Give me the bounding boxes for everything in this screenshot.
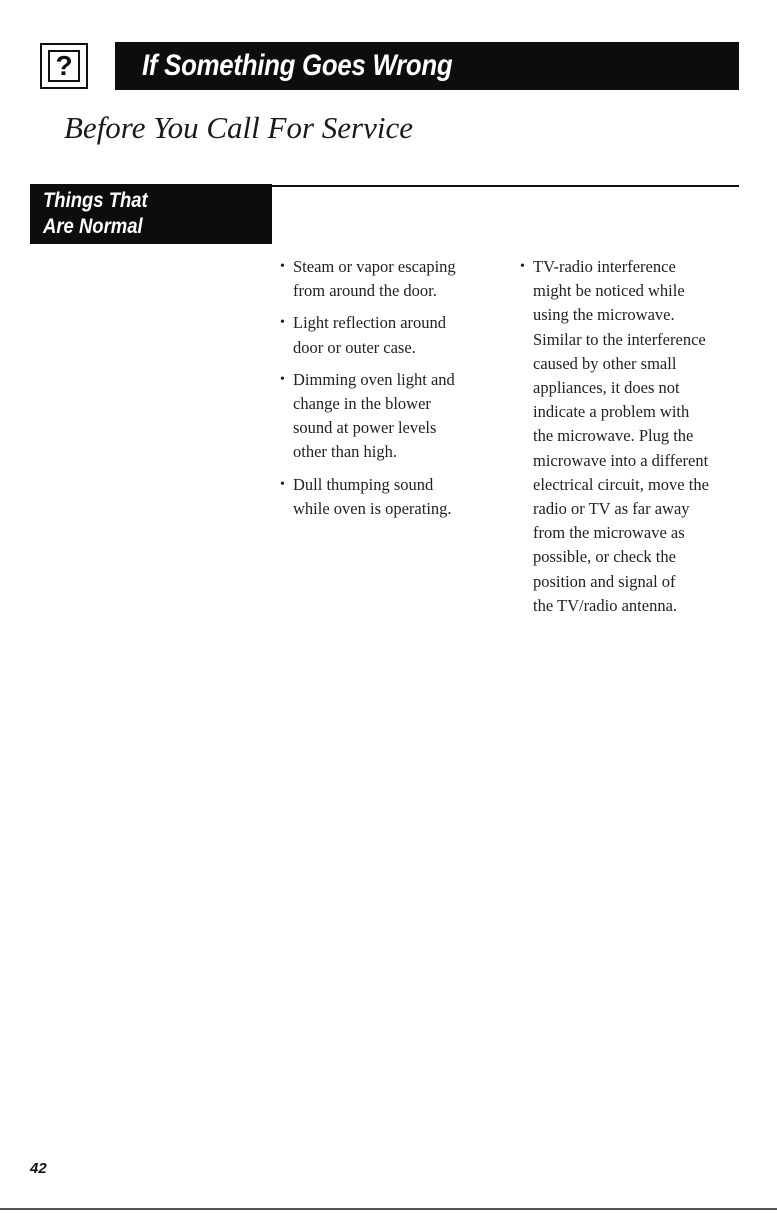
list-item-text: door or outer case. bbox=[293, 337, 416, 357]
list-item-text: other than high. bbox=[293, 442, 398, 462]
bottom-divider bbox=[0, 1208, 777, 1210]
bullet-icon: • bbox=[520, 259, 525, 274]
list-item-text: appliances, it does not bbox=[533, 378, 680, 398]
list-item-text: Dull thumping sound bbox=[293, 474, 434, 494]
list-item-text: indicate a problem with bbox=[533, 402, 690, 422]
right-column bbox=[521, 255, 751, 618]
bullet-icon: • bbox=[280, 371, 285, 387]
list-item-text: might be noticed while bbox=[533, 281, 685, 301]
list-item bbox=[281, 368, 496, 465]
list-item-text: change in the blower bbox=[293, 394, 431, 414]
list-item-text: sound at power levels bbox=[293, 418, 437, 438]
section-divider bbox=[272, 185, 739, 187]
bullet-icon: • bbox=[280, 259, 285, 274]
list-item-text: possible, or check the bbox=[533, 547, 676, 567]
section-label-line-2: Are Normal bbox=[43, 215, 143, 238]
list-item-text: microwave into a different bbox=[533, 450, 709, 470]
list-item-text: while oven is operating. bbox=[293, 498, 452, 518]
list-item bbox=[281, 311, 496, 359]
list-item-text: caused by other small bbox=[533, 353, 677, 373]
list-item-text: the TV/radio antenna. bbox=[533, 595, 678, 615]
list-item-text: radio or TV as far away bbox=[533, 499, 690, 519]
bullet-icon: • bbox=[280, 476, 285, 492]
chapter-title: If Something Goes Wrong bbox=[142, 49, 453, 82]
bullet-icon: • bbox=[280, 315, 285, 331]
list-item-text: from around the door. bbox=[293, 281, 437, 301]
list-item-text: position and signal of bbox=[533, 571, 676, 591]
list-item-text: Similar to the interference bbox=[533, 329, 706, 349]
list-item-text: using the microwave. bbox=[533, 305, 675, 325]
list-item bbox=[281, 255, 496, 303]
list-item-text: the microwave. Plug the bbox=[533, 426, 694, 446]
page-number: 42 bbox=[30, 1160, 47, 1177]
left-column bbox=[281, 255, 496, 521]
chapter-title-bar bbox=[115, 42, 739, 90]
section-label-line-1: Things That bbox=[43, 189, 148, 212]
list-item bbox=[521, 255, 751, 618]
list-item-text: electrical circuit, move the bbox=[533, 474, 709, 494]
list-item-text: Light reflection around bbox=[293, 313, 447, 333]
question-mark-glyph: ? bbox=[48, 50, 80, 82]
question-mark-icon bbox=[40, 43, 88, 89]
list-item-text: Dimming oven light and bbox=[293, 369, 455, 389]
page-subtitle: Before You Call For Service bbox=[64, 110, 413, 145]
list-item bbox=[281, 473, 496, 521]
section-label bbox=[30, 184, 272, 244]
list-item-text: Steam or vapor escaping bbox=[293, 257, 456, 276]
list-item-text: from the microwave as bbox=[533, 523, 685, 543]
list-item-text: TV-radio interference bbox=[533, 257, 676, 276]
